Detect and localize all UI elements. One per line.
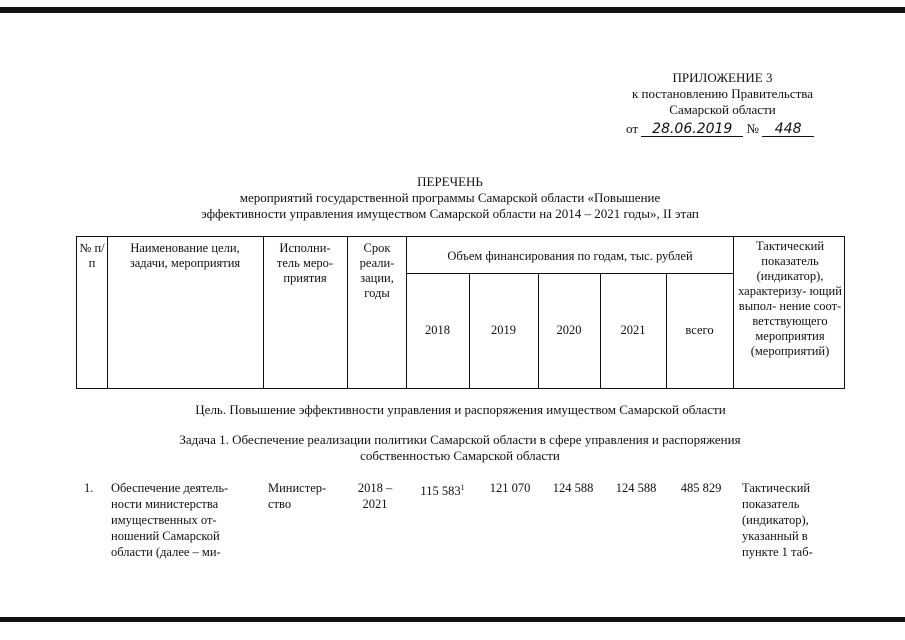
footnote-mark: 1 bbox=[460, 483, 465, 492]
handwritten-number: 448 bbox=[762, 122, 814, 137]
row-value-2021: 124 588 bbox=[615, 481, 657, 495]
goal-heading: Цель. Повышение эффективности управления и распоряжения имуществом Самарской области bbox=[195, 402, 726, 417]
appendix-title: ПРИЛОЖЕНИЕ 3 bbox=[672, 70, 773, 85]
heading-line-2: эффективности управления имуществом Самарской области на 2014 – 2021 годы», II этап bbox=[201, 206, 699, 221]
row-value-2019: 121 070 bbox=[489, 481, 531, 495]
col-divider bbox=[733, 237, 734, 388]
row-divider bbox=[406, 273, 733, 274]
col-divider bbox=[107, 237, 108, 388]
handwritten-date: 28.06.2019 bbox=[641, 122, 743, 137]
col-divider bbox=[406, 237, 407, 388]
task-heading bbox=[110, 432, 810, 464]
number-prefix: № bbox=[746, 121, 759, 136]
row-term: 2018 – 2021 bbox=[357, 481, 393, 511]
header-name: Наименование цели, задачи, мероприятия bbox=[129, 241, 241, 270]
row-executor: Министер- ство bbox=[268, 481, 327, 511]
row-value-2018 bbox=[406, 480, 479, 499]
header-num: № п/п bbox=[79, 241, 105, 270]
year-2021: 2021 bbox=[620, 323, 646, 337]
task-line-1: Задача 1. Обеспечение реализации политики Самарской области в сфере управления и распоряжения bbox=[179, 432, 741, 447]
date-prefix: от bbox=[626, 121, 639, 136]
row-num: 1. bbox=[84, 481, 94, 495]
header-term: Срок реали- зации, годы bbox=[359, 241, 395, 300]
document-heading bbox=[120, 174, 780, 222]
year-2019: 2019 bbox=[491, 323, 516, 337]
row-value-total: 485 829 bbox=[680, 481, 722, 495]
header-indicator: Тактический показатель (индикатор), характеризу- ющий выпол- нение соот- ветствующего мероприятия (мероприятий) bbox=[738, 239, 842, 358]
col-divider bbox=[263, 237, 264, 388]
row-name: Обеспечение деятель- ности министерства имущественных от- ношений Самарской области (далее – ми- bbox=[111, 481, 229, 559]
appendix-line-2: к постановлению Правительства bbox=[631, 86, 814, 101]
year-total: всего bbox=[685, 323, 714, 337]
appendix-line-3: Самарской области bbox=[669, 102, 776, 117]
row-indicator: Тактический показатель (индикатор), указанный в пункте 1 таб- bbox=[742, 481, 813, 559]
measures-table-header bbox=[76, 236, 845, 389]
heading-title: ПЕРЕЧЕНЬ bbox=[417, 174, 483, 189]
row-value-2020: 124 588 bbox=[552, 481, 594, 495]
scan-border-top bbox=[0, 7, 905, 13]
signature-line bbox=[626, 121, 814, 137]
task-line-2: собственностью Самарской области bbox=[360, 448, 560, 463]
heading-line-1: мероприятий государственной программы Самарской области «Повышение bbox=[239, 190, 661, 205]
appendix-block bbox=[600, 70, 845, 118]
year-2018: 2018 bbox=[425, 323, 450, 337]
scan-border-bottom bbox=[0, 617, 905, 622]
year-2020: 2020 bbox=[556, 323, 582, 337]
col-divider bbox=[347, 237, 348, 388]
header-executor: Исполни- тель меро- приятия bbox=[276, 241, 334, 285]
header-funding: Объем финансирования по годам, тыс. рублей bbox=[447, 249, 693, 263]
value-2018: 115 583 bbox=[420, 484, 461, 499]
